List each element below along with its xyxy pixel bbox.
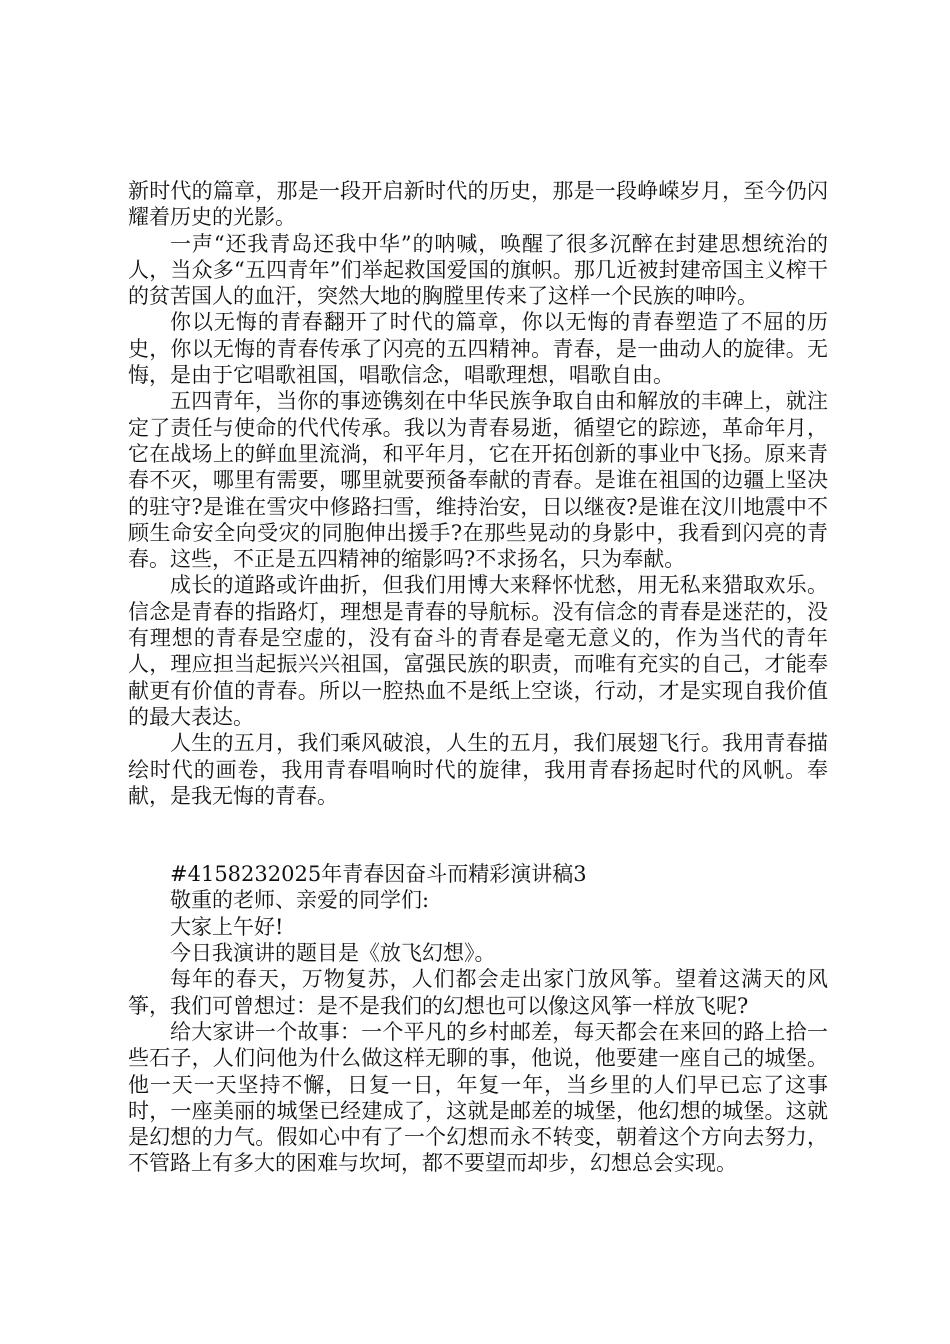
paragraph: 五四青年，当你的事迹镌刻在中华民族争取自由和解放的丰碑上，就注定了责任与使命的代代传承。我以为青春易逝，循望它的踪迹，革命年月，它在战场上的鲜血里流淌，和平年月，它在开拓创新的事业中飞扬。原来青春不灭，哪里有需要，哪里就要预备奉献的青春。是谁在祖国的边疆上坚决的驻守?是谁在雪灾中修路扫雪，维持治安，日以继夜?是谁在汶川地震中不顾生命安全向受灾的同胞伸出援手?在那些晃动的身影中，我看到闪亮的青春。这些，不正是五四精神的缩影吗?不求扬名，只为奉献。 (128, 389, 828, 572)
paragraph: 人生的五月，我们乘风破浪，人生的五月，我们展翅飞行。我用青春描绘时代的画卷，我用青春唱响时代的旋律，我用青春扬起时代的风帆。奉献，是我无悔的青春。 (128, 731, 828, 808)
paragraph: 给大家讲一个故事：一个平凡的乡村邮差，每天都会在来回的路上拾一些石子，人们问他为什么做这样无聊的事，他说，他要建一座自己的城堡。他一天一天坚持不懈，日复一日，年复一年，当乡里的人们早已忘了这事时，一座美丽的城堡已经建成了，这就是邮差的城堡，他幻想的城堡。这就是幻想的力气。假如心中有了一个幻想而永不转变，朝着这个方向去努力，不管路上有多大的困难与坎坷，都不要望而却步，幻想总会实现。 (128, 1019, 828, 1176)
section-title: #4158232025年青春因奋斗而精彩演讲稿3 (170, 862, 587, 887)
greeting: 大家上午好! (170, 914, 284, 939)
paragraph: 每年的春天，万物复苏，人们都会走出家门放风筝。望着这满天的风筝，我们可曾想过：是不是我们的幻想也可以像这风筝一样放飞呢? (128, 967, 828, 1018)
paragraph: 一声“还我青岛还我中华”的呐喊，唤醒了很多沉醉在封建思想统治的人，当众多“五四青年”们举起救国爱国的旗帜。那几近被封建帝国主义榨干的贫苦国人的血汗，突然大地的胸膛里传来了这样一个民族的呻吟。 (128, 231, 828, 309)
paragraph: 你以无悔的青春翻开了时代的篇章，你以无悔的青春塑造了不屈的历史，你以无悔的青春传承了闪亮的五四精神。青春，是一曲动人的旋律。无悔，是由于它唱歌祖国，唱歌信念，唱歌理想，唱歌自由。 (128, 310, 828, 388)
paragraph: 成长的道路或许曲折，但我们用博大来释怀忧愁，用无私来猎取欢乐。信念是青春的指路灯，理想是青春的导航标。没有信念的青春是迷茫的，没有理想的青春是空虚的，没有奋斗的青春是毫无意义的，作为当代的青年人，理应担当起振兴兴祖国，富强民族的职责，而唯有充实的自己，才能奉献更有价值的青春。所以一腔热血不是纸上空谈，行动，才是实现自我价值的最大表达。 (128, 573, 828, 729)
salutation: 敬重的老师、亲爱的同学们: (170, 888, 430, 913)
document-body (128, 178, 828, 1177)
paragraph-continuation: 新时代的篇章，那是一段开启新时代的历史，那是一段峥嵘岁月，至今仍闪耀着历史的光影。 (128, 179, 828, 230)
section-gap (128, 809, 828, 861)
speech-topic: 今日我演讲的题目是《放飞幻想》。 (170, 941, 496, 966)
